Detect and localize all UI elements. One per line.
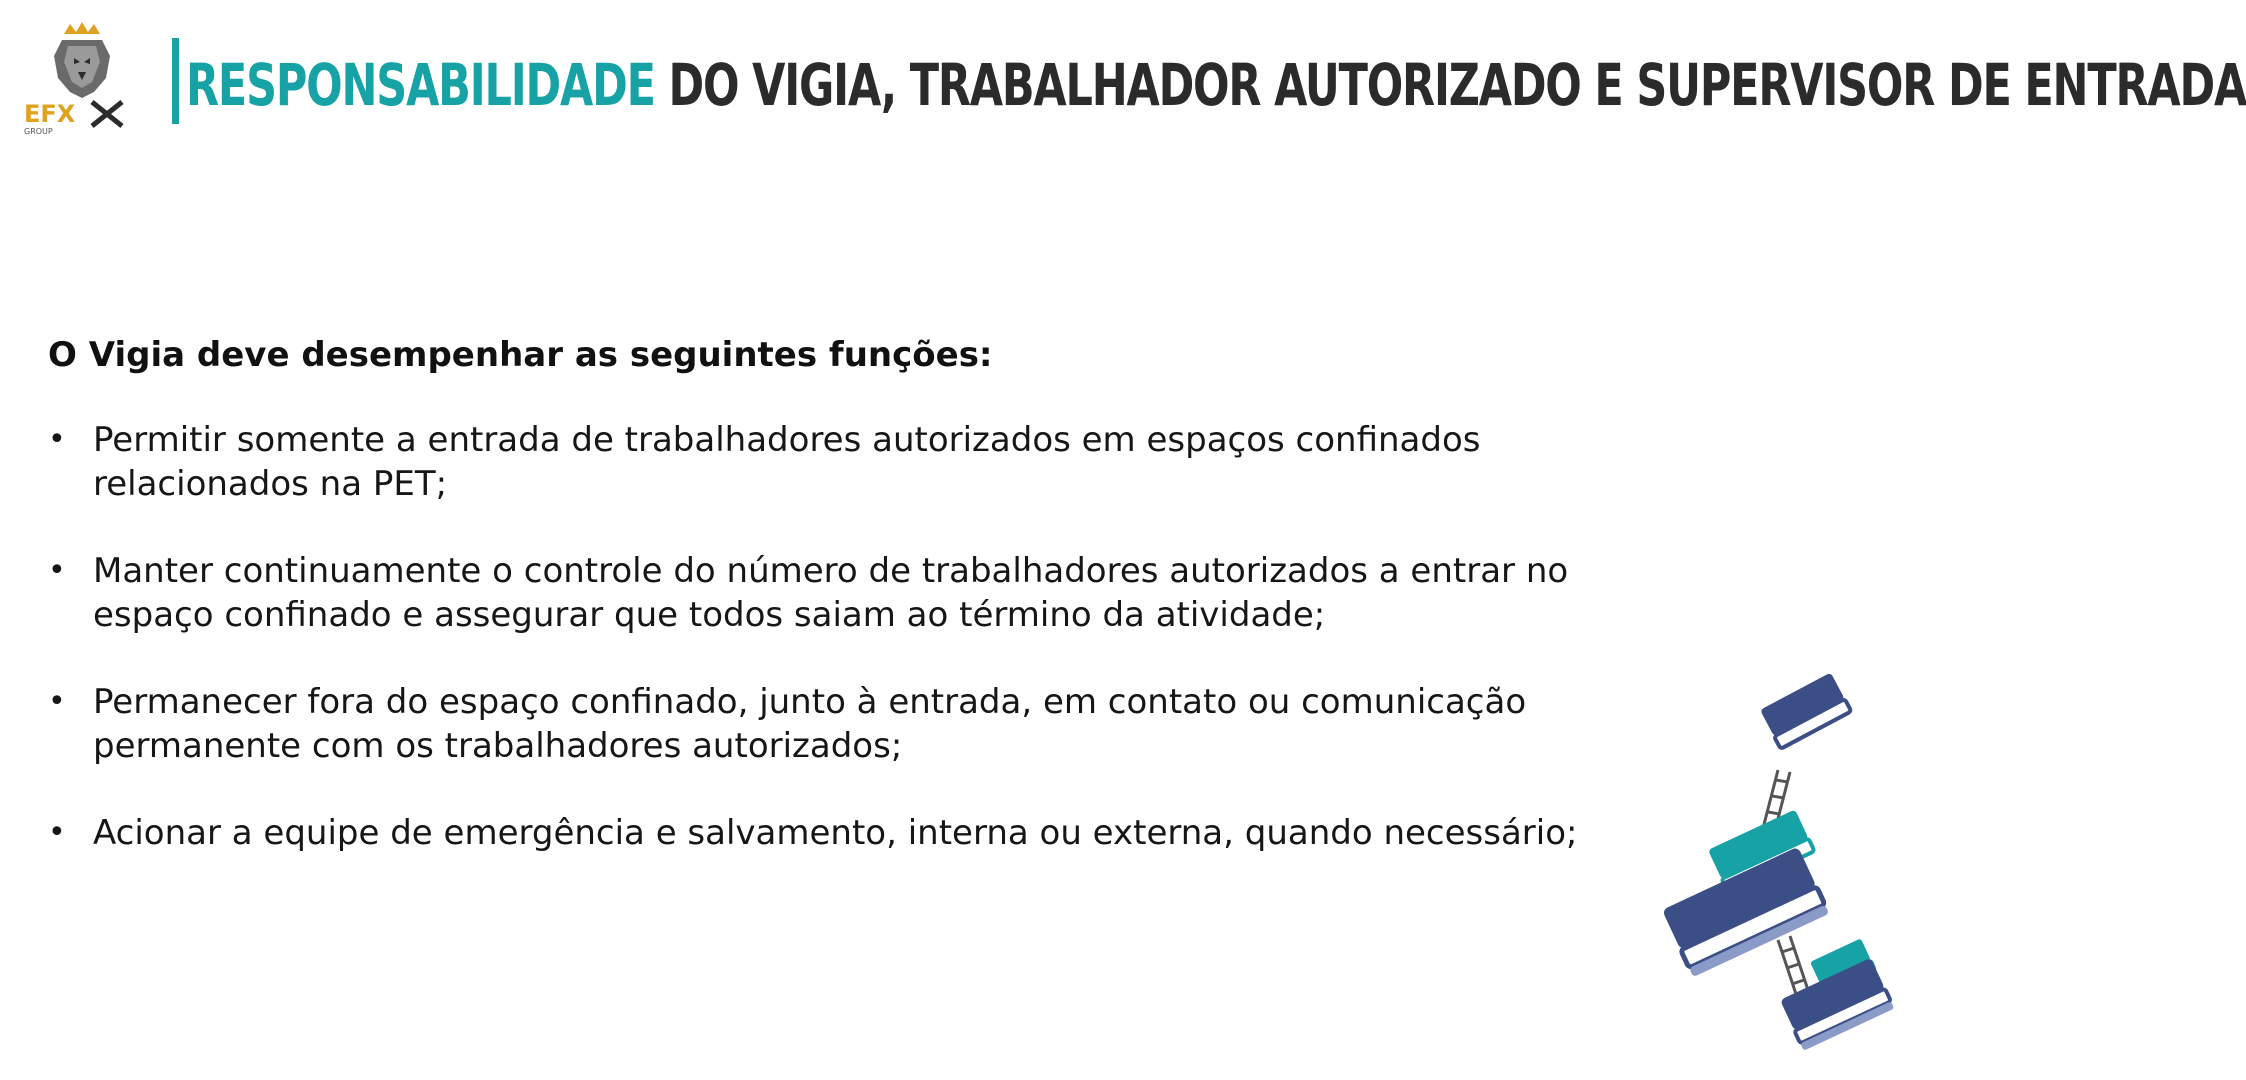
svg-text:EFX: EFX <box>24 100 76 128</box>
page-title-rest: DO VIGIA, TRABALHADOR AUTORIZADO E SUPERVISOR DE ENTRADA <box>654 52 2246 120</box>
bullet-item <box>48 418 1648 506</box>
bullet-item <box>48 680 1648 768</box>
lion-crown-logo-icon <box>22 22 142 140</box>
page-title <box>186 32 2246 140</box>
bullet-text: Permanecer fora do espaço confinado, junto à entrada, em contato ou comunicação permanente com os trabalhadores autorizados; <box>93 682 1527 766</box>
svg-text:GROUP: GROUP <box>24 127 53 136</box>
slide-content <box>48 330 1648 898</box>
bullet-text: Manter continuamente o controle do número de trabalhadores autorizados a entrar no espaço confinado e assegurar que todos saiam ao término da atividade; <box>93 551 1569 635</box>
bullet-item <box>48 811 1648 855</box>
bullet-item <box>48 549 1648 637</box>
bullet-dot: • <box>48 553 66 588</box>
bullet-dot: • <box>48 815 66 850</box>
intro-heading: O Vigia deve desempenhar as seguintes funções: <box>48 335 993 375</box>
bullet-text: Acionar a equipe de emergência e salvamento, interna ou externa, quando necessário; <box>93 813 1578 853</box>
bullet-list <box>48 418 1648 855</box>
stacked-books-ladder-icon <box>1660 700 1900 1060</box>
page-title-accent: RESPONSABILIDADE <box>186 52 655 120</box>
efx-logo <box>22 22 142 140</box>
books-illustration <box>1660 700 1900 1060</box>
title-accent-bar <box>172 38 179 124</box>
bullet-dot: • <box>48 422 66 457</box>
bullet-text: Permitir somente a entrada de trabalhadores autorizados em espaços confinados relacionados na PET; <box>93 420 1481 504</box>
bullet-dot: • <box>48 684 66 719</box>
